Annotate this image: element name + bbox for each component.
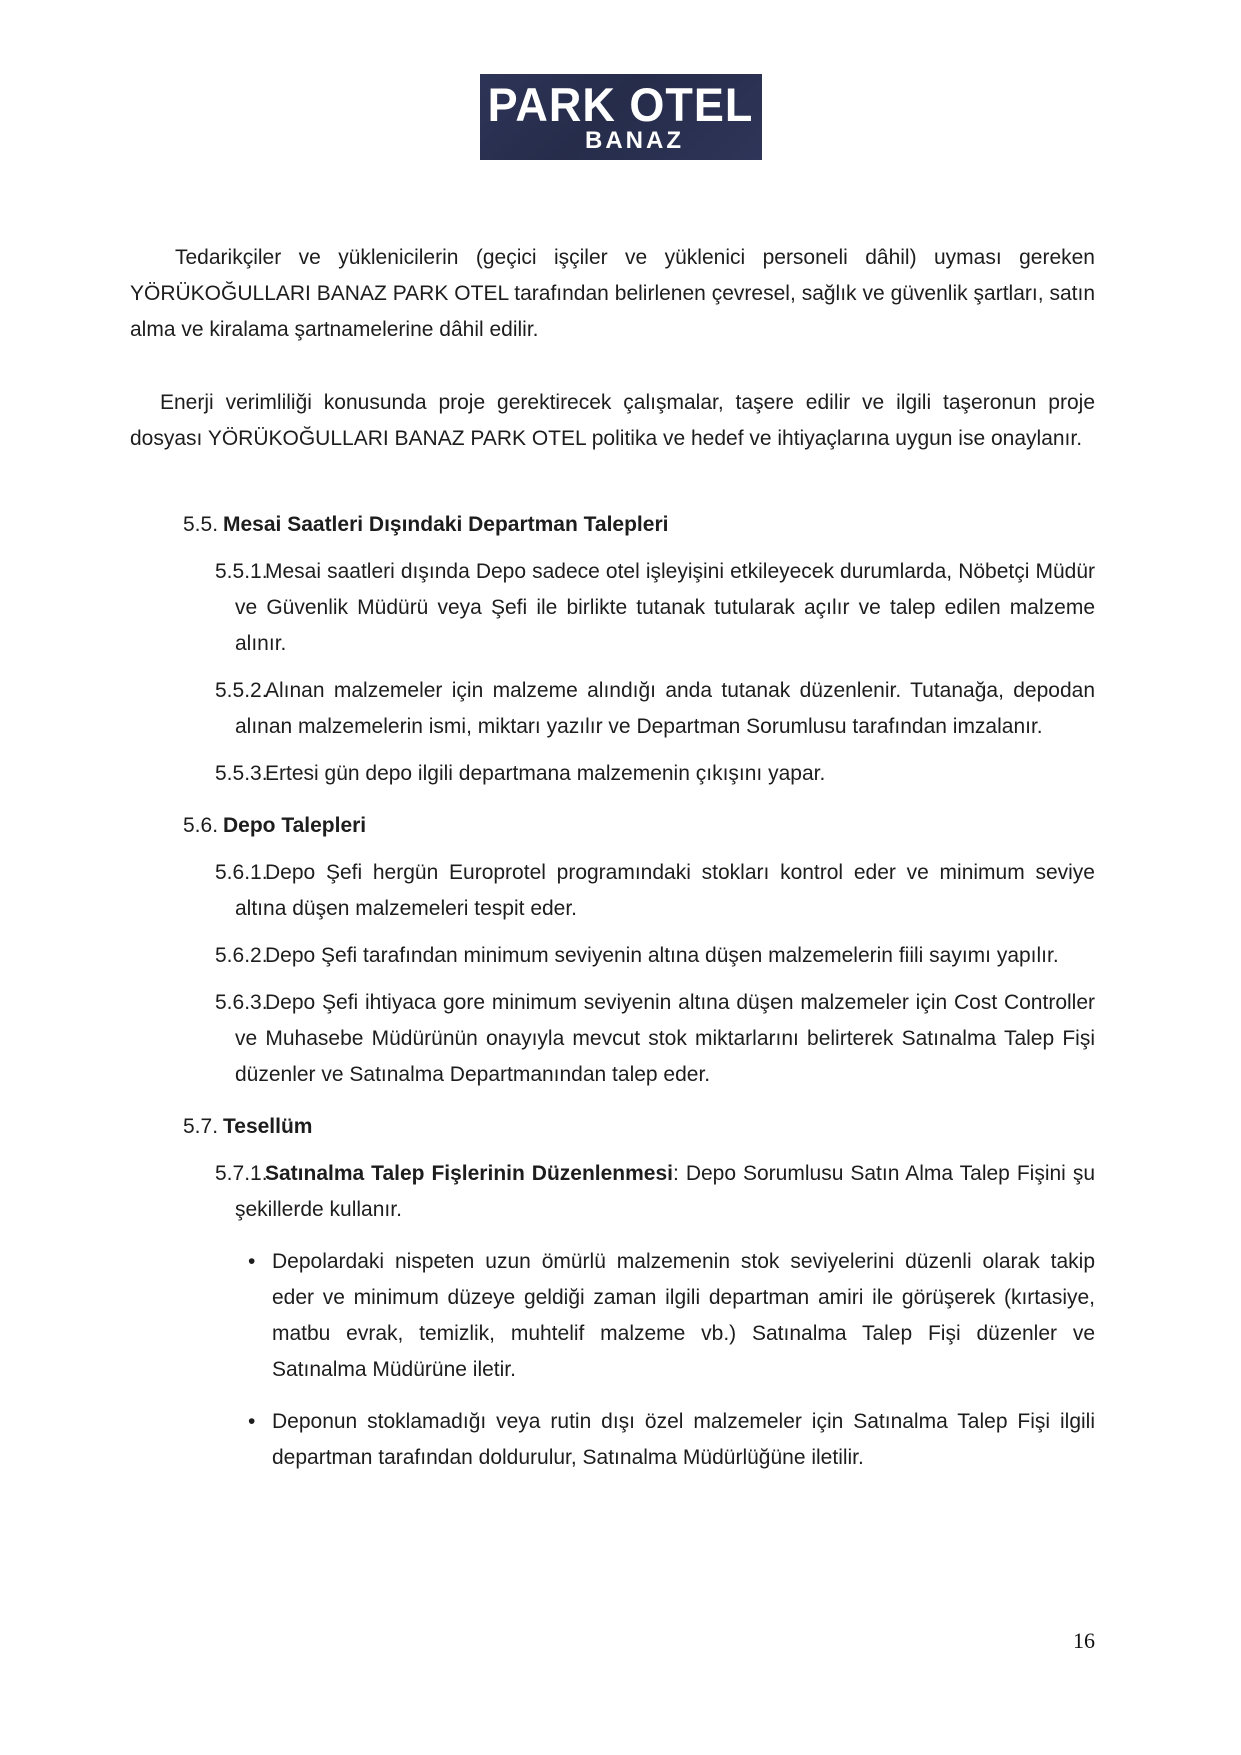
section-number: 5.6. <box>183 814 219 837</box>
list-item-5-5-1 <box>215 554 1095 662</box>
item-number: 5.6.2. <box>215 944 268 967</box>
intro-paragraph-1: Tedarikçiler ve yüklenicilerin (geçici işçiler ve yüklenici personeli dâhil) uyması gereken YÖRÜKOĞULLARI BANAZ PARK OTEL tarafından belirlenen çevresel, sağlık ve güvenlik şartları, satın alma ve kiralama şartnamelerine dâhil edilir. <box>130 246 1095 341</box>
item-text: Depo Şefi ihtiyaca gore minimum seviyenin altına düşen malzemeler için Cost Controller ve Muhasebe Müdürünün onayıyla mevcut stok miktarlarını belirterek Satınalma Talep Fişi düzenler ve Satınalma Departmanından talep eder. <box>235 991 1095 1086</box>
item-text: Alınan malzemeler için malzeme alındığı anda tutanak düzenlenir. Tutanağa, depodan alınan malzemelerin ismi, miktarı yazılır ve Departman Sorumlusu tarafından imzalanır. <box>235 679 1095 738</box>
item-number: 5.5.2. <box>215 679 268 702</box>
list-item-5-6-3 <box>215 985 1095 1093</box>
bullet-text: Depolardaki nispeten uzun ömürlü malzemenin stok seviyelerini düzenli olarak takip eder ve minimum düzeye geldiği zaman ilgili departman amiri ile görüşerek (kırtasiye, matbu evrak, temizlik, muhtelif malzeme vb.) Satınalma Talep Fişi düzenler ve Satınalma Müdürüne iletir. <box>272 1250 1095 1381</box>
bullet-icon: • <box>248 1250 256 1273</box>
item-number: 5.7.1. <box>215 1162 268 1185</box>
item-number: 5.6.1. <box>215 861 268 884</box>
list-item-5-5-3 <box>215 756 1095 792</box>
page-number: 16 <box>1073 1628 1095 1653</box>
item-number: 5.5.1. <box>215 560 268 583</box>
item-text: Depo Şefi tarafından minimum seviyenin altına düşen malzemelerin fiili sayımı yapılır. <box>265 944 1059 967</box>
section-heading-5-7 <box>183 1109 1095 1145</box>
bullet-text: Deponun stoklamadığı veya rutin dışı özel malzemeler için Satınalma Talep Fişi ilgili departman tarafından doldurulur, Satınalma Müdürlüğüne iletilir. <box>272 1410 1095 1469</box>
section-title: Depo Talepleri <box>223 814 367 837</box>
hotel-logo <box>480 74 762 160</box>
section-heading-5-5 <box>183 507 1095 543</box>
section-title: Mesai Saatleri Dışındaki Departman Talepleri <box>223 513 669 536</box>
item-number: 5.6.3. <box>215 991 268 1014</box>
bullet-icon: • <box>248 1410 256 1433</box>
item-number: 5.5.3. <box>215 762 268 785</box>
list-item-5-7-1 <box>215 1156 1095 1228</box>
section-number: 5.7. <box>183 1115 219 1138</box>
item-text: Ertesi gün depo ilgili departmana malzemenin çıkışını yapar. <box>265 762 826 785</box>
bullet-item-1 <box>248 1244 1095 1388</box>
list-item-5-6-1 <box>215 855 1095 927</box>
logo-title: PARK OTEL <box>487 77 754 131</box>
intro-paragraph-2: Enerji verimliliği konusunda proje gerektirecek çalışmalar, taşere edilir ve ilgili taşeronun proje dosyası YÖRÜKOĞULLARI BANAZ PARK OTEL politika ve hedef ve ihtiyaçlarına uygun ise onaylanır. <box>130 391 1095 450</box>
item-bold-lead: Satınalma Talep Fişlerinin Düzenlenmesi <box>265 1162 673 1185</box>
list-item-5-6-2 <box>215 938 1095 974</box>
bullet-item-2 <box>248 1404 1095 1476</box>
section-number: 5.5. <box>183 513 219 536</box>
section-title: Tesellüm <box>223 1115 313 1138</box>
document-body <box>130 240 1095 1476</box>
logo-subtitle: BANAZ <box>585 126 684 154</box>
item-text: Mesai saatleri dışında Depo sadece otel işleyişini etkileyecek durumlarda, Nöbetçi Müdür ve Güvenlik Müdürü veya Şefi ile birlikte tutanak tutularak açılır ve talep edilen malzeme alınır. <box>235 560 1095 655</box>
item-text: Depo Şefi hergün Europrotel programındaki stokları kontrol eder ve minimum seviye altına düşen malzemeleri tespit eder. <box>235 861 1095 920</box>
item-text: : Depo Sorumlusu Satın Alma Talep Fişini şu şekillerde kullanır. <box>235 1162 1095 1221</box>
logo-container <box>0 0 1241 160</box>
section-heading-5-6 <box>183 808 1095 844</box>
list-item-5-5-2 <box>215 673 1095 745</box>
